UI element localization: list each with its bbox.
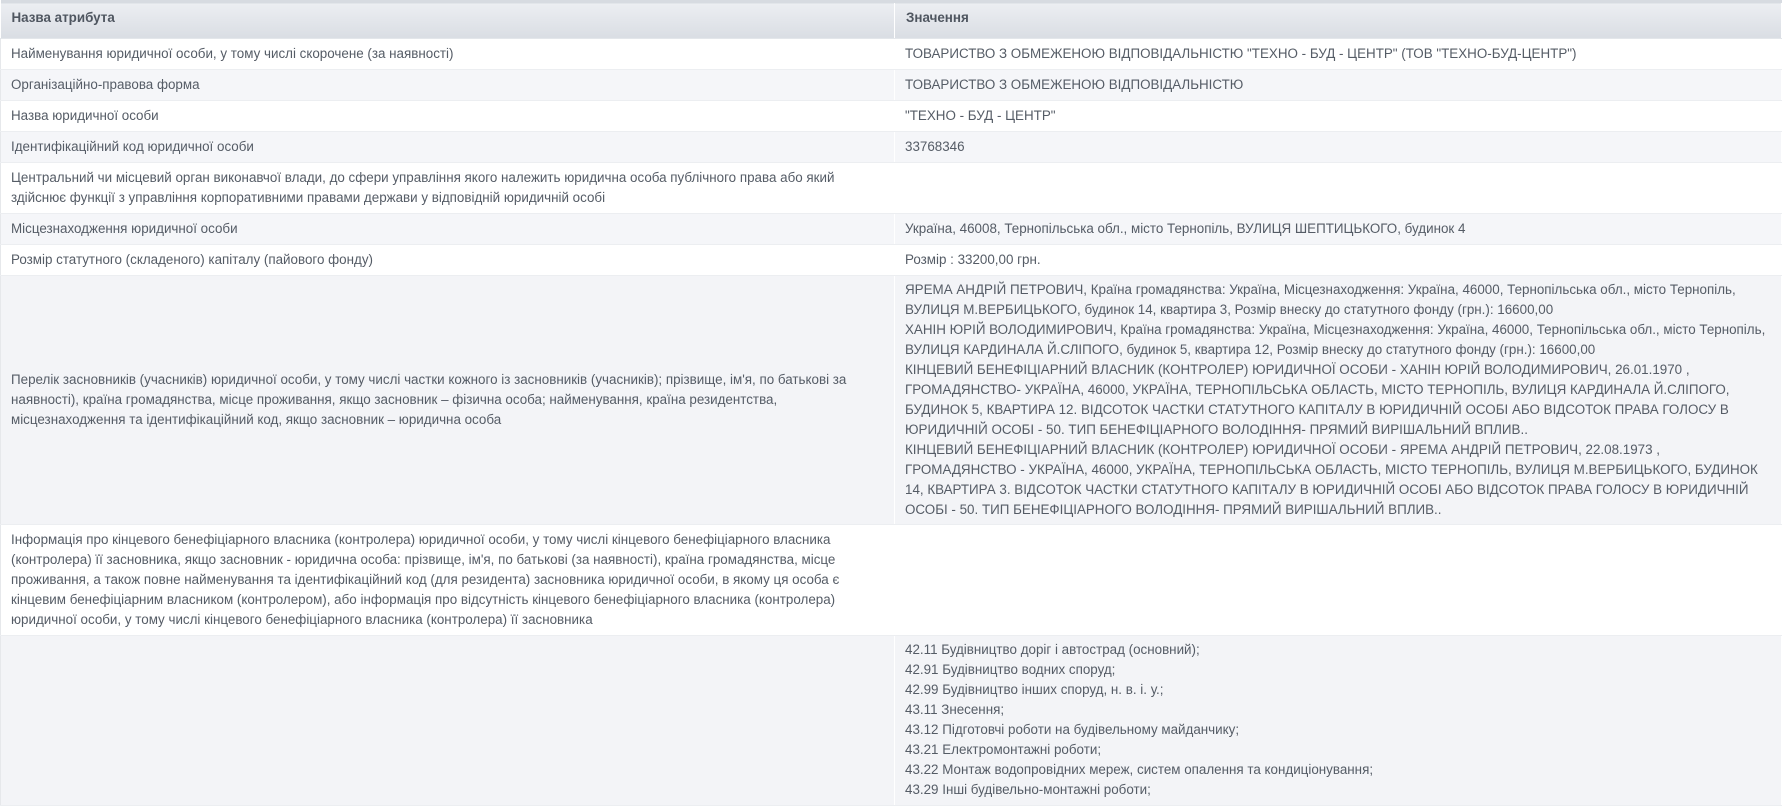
header-attribute-name[interactable]: Назва атрибута [1,2,895,39]
table-row [1,525,1782,636]
row-value-entity-name: "ТЕХНО - БУД - ЦЕНТР" [895,101,1782,132]
row-label-id-code: Ідентифікаційний код юридичної особи [1,132,895,163]
table-row [1,101,1782,132]
founder-entry: ЯРЕМА АНДРІЙ ПЕТРОВИЧ, Країна громадянства: Україна, Місцезнаходження: Україна, 46000, Тернопільська обл., місто Тернопіль, ВУЛИЦЯ М.ВЕРБИЦЬКОГО, будинок 14, квартира 3, Розмір внеску до статутного фонду (грн.): 16600,00 [905,282,1736,317]
row-value-location: Україна, 46008, Тернопільська обл., місто Тернопіль, ВУЛИЦЯ ШЕПТИЦЬКОГО, будинок 4 [895,214,1782,245]
activity-item: 42.91 Будівництво водних споруд; [905,662,1116,677]
row-label-legal-form: Організаційно-правова форма [1,70,895,101]
row-value-founders [895,276,1782,525]
row-label-capital: Розмір статутного (складеного) капіталу (пайового фонду) [1,245,895,276]
activity-item: 42.11 Будівництво доріг і автострад (основний); [905,642,1200,657]
row-label-beneficiary: Інформація про кінцевого бенефіціарного власника (контролера) юридичної особи, у тому числі кінцевого бенефіціарного власника (контролера) її засновника, якщо засновник - юридична особа: прізвище, ім'я, по батькові (за наявності), країна громадянства, місце проживання, а також повне найменування та ідентифікаційний код (для резидента) засновника юридичної особи, в якому ця особа є кінцевим бенефіціарним власником (контролером), або інформація про відсутність кінцевого бенефіціарного власника (контролера) юридичної особи, у тому числі кінцевого бенефіціарного власника (контролера) її засновника [1,525,895,636]
table-header-row [1,2,1782,39]
table-row [1,276,1782,525]
table-row [1,163,1782,214]
row-label-founders: Перелік засновників (учасників) юридичної особи, у тому числі частки кожного із засновників (учасників); прізвище, ім'я, по батькові за наявності), країна громадянства, місце проживання, якщо засновник – фізична особа; найменування, країна резидентства, місцезнаходження та ідентифікаційний код, якщо засновник – юридична особа [1,276,895,525]
row-value-authority [895,163,1782,214]
table-row [1,245,1782,276]
header-value[interactable]: Значення [895,2,1782,39]
row-label-location: Місцезнаходження юридичної особи [1,214,895,245]
row-value-activities [895,636,1782,806]
row-value-id-code: 33768346 [895,132,1782,163]
table-row [1,132,1782,163]
beneficiary-entry: КІНЦЕВИЙ БЕНЕФІЦІАРНИЙ ВЛАСНИК (КОНТРОЛЕР) ЮРИДИЧНОЇ ОСОБИ - ХАНІН ЮРІЙ ВОЛОДИМИРОВИЧ, 26.01.1970 , ГРОМАДЯНСТВО- УКРАЇНА, 46000, УКРАЇНА, ТЕРНОПІЛЬСЬКА ОБЛАСТЬ, МІСТО ТЕРНОПІЛЬ, ВУЛИЦЯ КАРДИНАЛА Й.СЛІПОГО, БУДИНОК 5, КВАРТИРА 12. ВІДСОТОК ЧАСТКИ СТАТУТНОГО КАПІТАЛУ В ЮРИДИЧНІЙ ОСОБІ АБО ВІДСОТОК ПРАВА ГОЛОСУ В ЮРИДИЧНІЙ ОСОБІ - 50. ТИП БЕНЕФІЦІАРНОГО ВОЛОДІННЯ- ПРЯМИЙ ВИРІШАЛЬНИЙ ВПЛИВ.. [905,362,1730,437]
table-row [1,70,1782,101]
table-row [1,636,1782,806]
activity-item: 43.12 Підготовчі роботи на будівельному майданчику; [905,722,1240,737]
activity-item: 42.99 Будівництво інших споруд, н. в. і. у.; [905,682,1164,697]
founder-entry: ХАНІН ЮРІЙ ВОЛОДИМИРОВИЧ, Країна громадянства: Україна, Місцезнаходження: Україна, 46000, Тернопільська обл., місто Тернопіль, ВУЛИЦЯ КАРДИНАЛА Й.СЛІПОГО, будинок 5, квартира 12, Розмір внеску до статутного фонду (грн.): 16600,00 [905,322,1766,357]
table-row [1,39,1782,70]
activity-item: 43.11 Знесення; [905,702,1005,717]
row-label-authority: Центральний чи місцевий орган виконавчої влади, до сфери управління якого належить юридична особа публічного права або який здійснює функції з управління корпоративними правами держави у відповідній юридичній особі [1,163,895,214]
activity-item: 43.29 Інші будівельно-монтажні роботи; [905,782,1151,797]
activity-item: 43.21 Електромонтажні роботи; [905,742,1102,757]
table-row [1,214,1782,245]
row-label-full-name: Найменування юридичної особи, у тому числі скорочене (за наявності) [1,39,895,70]
activity-item: 43.22 Монтаж водопровідних мереж, систем опалення та кондиціонування; [905,762,1374,777]
row-value-capital: Розмір : 33200,00 грн. [895,245,1782,276]
row-value-legal-form: ТОВАРИСТВО З ОБМЕЖЕНОЮ ВІДПОВІДАЛЬНІСТЮ [895,70,1782,101]
row-value-full-name: ТОВАРИСТВО З ОБМЕЖЕНОЮ ВІДПОВІДАЛЬНІСТЮ "ТЕХНО - БУД - ЦЕНТР" (ТОВ "ТЕХНО-БУД-ЦЕНТР") [895,39,1782,70]
row-value-beneficiary [895,525,1782,636]
row-label-activities [1,636,895,806]
beneficiary-entry: КІНЦЕВИЙ БЕНЕФІЦІАРНИЙ ВЛАСНИК (КОНТРОЛЕР) ЮРИДИЧНОЇ ОСОБИ - ЯРЕМА АНДРІЙ ПЕТРОВИЧ, 22.08.1973 , ГРОМАДЯНСТВО - УКРАЇНА, 46000, УКРАЇНА, ТЕРНОПІЛЬСЬКА ОБЛАСТЬ, МІСТО ТЕРНОПІЛЬ, ВУЛИЦЯ М.ВЕРБИЦЬКОГО, БУДИНОК 14, КВАРТИРА 3. ВІДСОТОК ЧАСТКИ СТАТУТНОГО КАПІТАЛУ В ЮРИДИЧНІЙ ОСОБІ АБО ВІДСОТОК ПРАВА ГОЛОСУ В ЮРИДИЧНІЙ ОСОБІ - 50. ТИП БЕНЕФІЦІАРНОГО ВОЛОДІННЯ- ПРЯМИЙ ВИРІШАЛЬНИЙ ВПЛИВ.. [905,442,1758,517]
row-label-entity-name: Назва юридичної особи [1,101,895,132]
